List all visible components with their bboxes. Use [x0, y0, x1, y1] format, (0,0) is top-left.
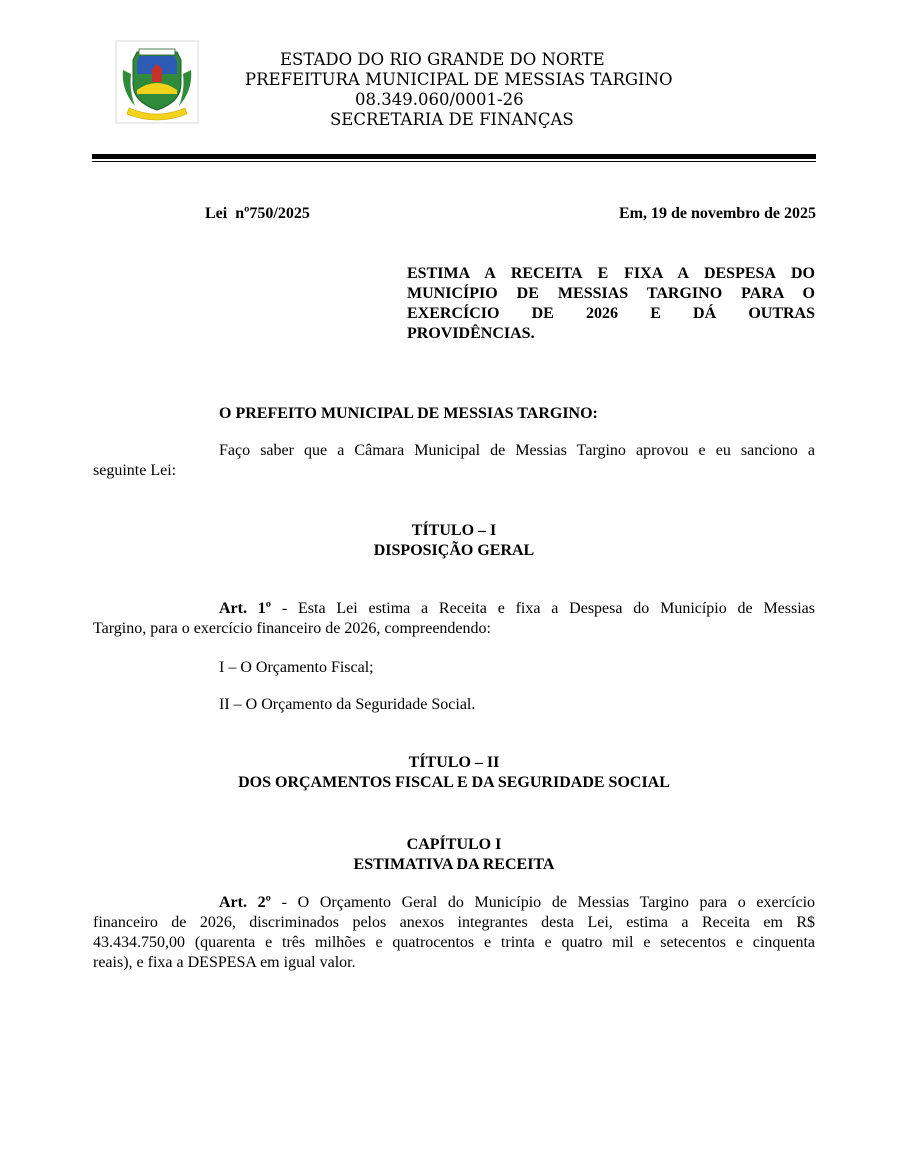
- capitulo-1-name: ESTIMATIVA DA RECEITA: [353, 856, 555, 873]
- inciso-1: I – O Orçamento Fiscal;: [219, 659, 374, 676]
- header-state: ESTADO DO RIO GRANDE DO NORTE: [280, 50, 605, 69]
- article-2-line: 43.434.750,00 (quarenta e três milhões e quatrocentos e trinta e quatro mil e setecentos e cinquenta: [93, 934, 815, 951]
- preamble-heading: O PREFEITO MUNICIPAL DE MESSIAS TARGINO:: [219, 405, 598, 422]
- header-divider-thin: [92, 161, 816, 162]
- article-1-line: [93, 599, 815, 619]
- ementa-line: PROVIDÊNCIAS.: [407, 325, 535, 342]
- law-date: Em, 19 de novembro de 2025: [618, 205, 816, 222]
- municipal-crest-logo: [115, 40, 199, 124]
- ementa-line: ESTIMA A RECEITA E FIXA A DESPESA DO: [407, 265, 815, 282]
- article-2-line: [93, 893, 815, 913]
- article-2-text: - O Orçamento Geral do Município de Messias Targino para o exercício: [270, 894, 816, 911]
- preamble-line: Faço saber que a Câmara Municipal de Messias Targino aprovou e eu sanciono a: [219, 442, 815, 459]
- article-1-line: Targino, para o exercício financeiro de 2026, compreendendo:: [93, 620, 491, 637]
- header-divider-thick: [92, 154, 816, 159]
- article-2-label: Art. 2º: [219, 894, 271, 911]
- titulo-2-label: TÍTULO – II: [408, 754, 500, 771]
- ementa-line: MUNICÍPIO DE MESSIAS TARGINO PARA O: [407, 285, 815, 302]
- titulo-1-name: DISPOSIÇÃO GERAL: [373, 542, 535, 559]
- article-1-label: Art. 1º: [219, 600, 272, 617]
- law-number: Lei nº750/2025: [205, 205, 310, 222]
- ementa-line: EXERCÍCIO DE 2026 E DÁ OUTRAS: [407, 305, 815, 322]
- inciso-2: II – O Orçamento da Seguridade Social.: [219, 696, 476, 713]
- article-1-text: - Esta Lei estima a Receita e fixa a Despesa do Município de Messias: [271, 600, 816, 617]
- header-cnpj: 08.349.060/0001-26: [355, 90, 524, 109]
- article-1: [93, 599, 815, 639]
- header-prefecture: PREFEITURA MUNICIPAL DE MESSIAS TARGINO: [245, 70, 673, 89]
- article-2-line: financeiro de 2026, discriminados pelos anexos integrantes desta Lei, estima a Receita em R$: [93, 914, 815, 931]
- titulo-1-label: TÍTULO – I: [411, 522, 497, 539]
- preamble-line: seguinte Lei:: [93, 462, 177, 479]
- law-ementa: [407, 264, 815, 344]
- header-secretariat: SECRETARIA DE FINANÇAS: [330, 110, 574, 129]
- capitulo-1-label: CAPÍTULO I: [406, 836, 502, 853]
- article-2-line: reais), e fixa a DESPESA em igual valor.: [93, 954, 356, 971]
- article-2: [93, 893, 815, 973]
- preamble-paragraph: [93, 441, 815, 481]
- titulo-2-name: DOS ORÇAMENTOS FISCAL E DA SEGURIDADE SOCIAL: [238, 774, 670, 791]
